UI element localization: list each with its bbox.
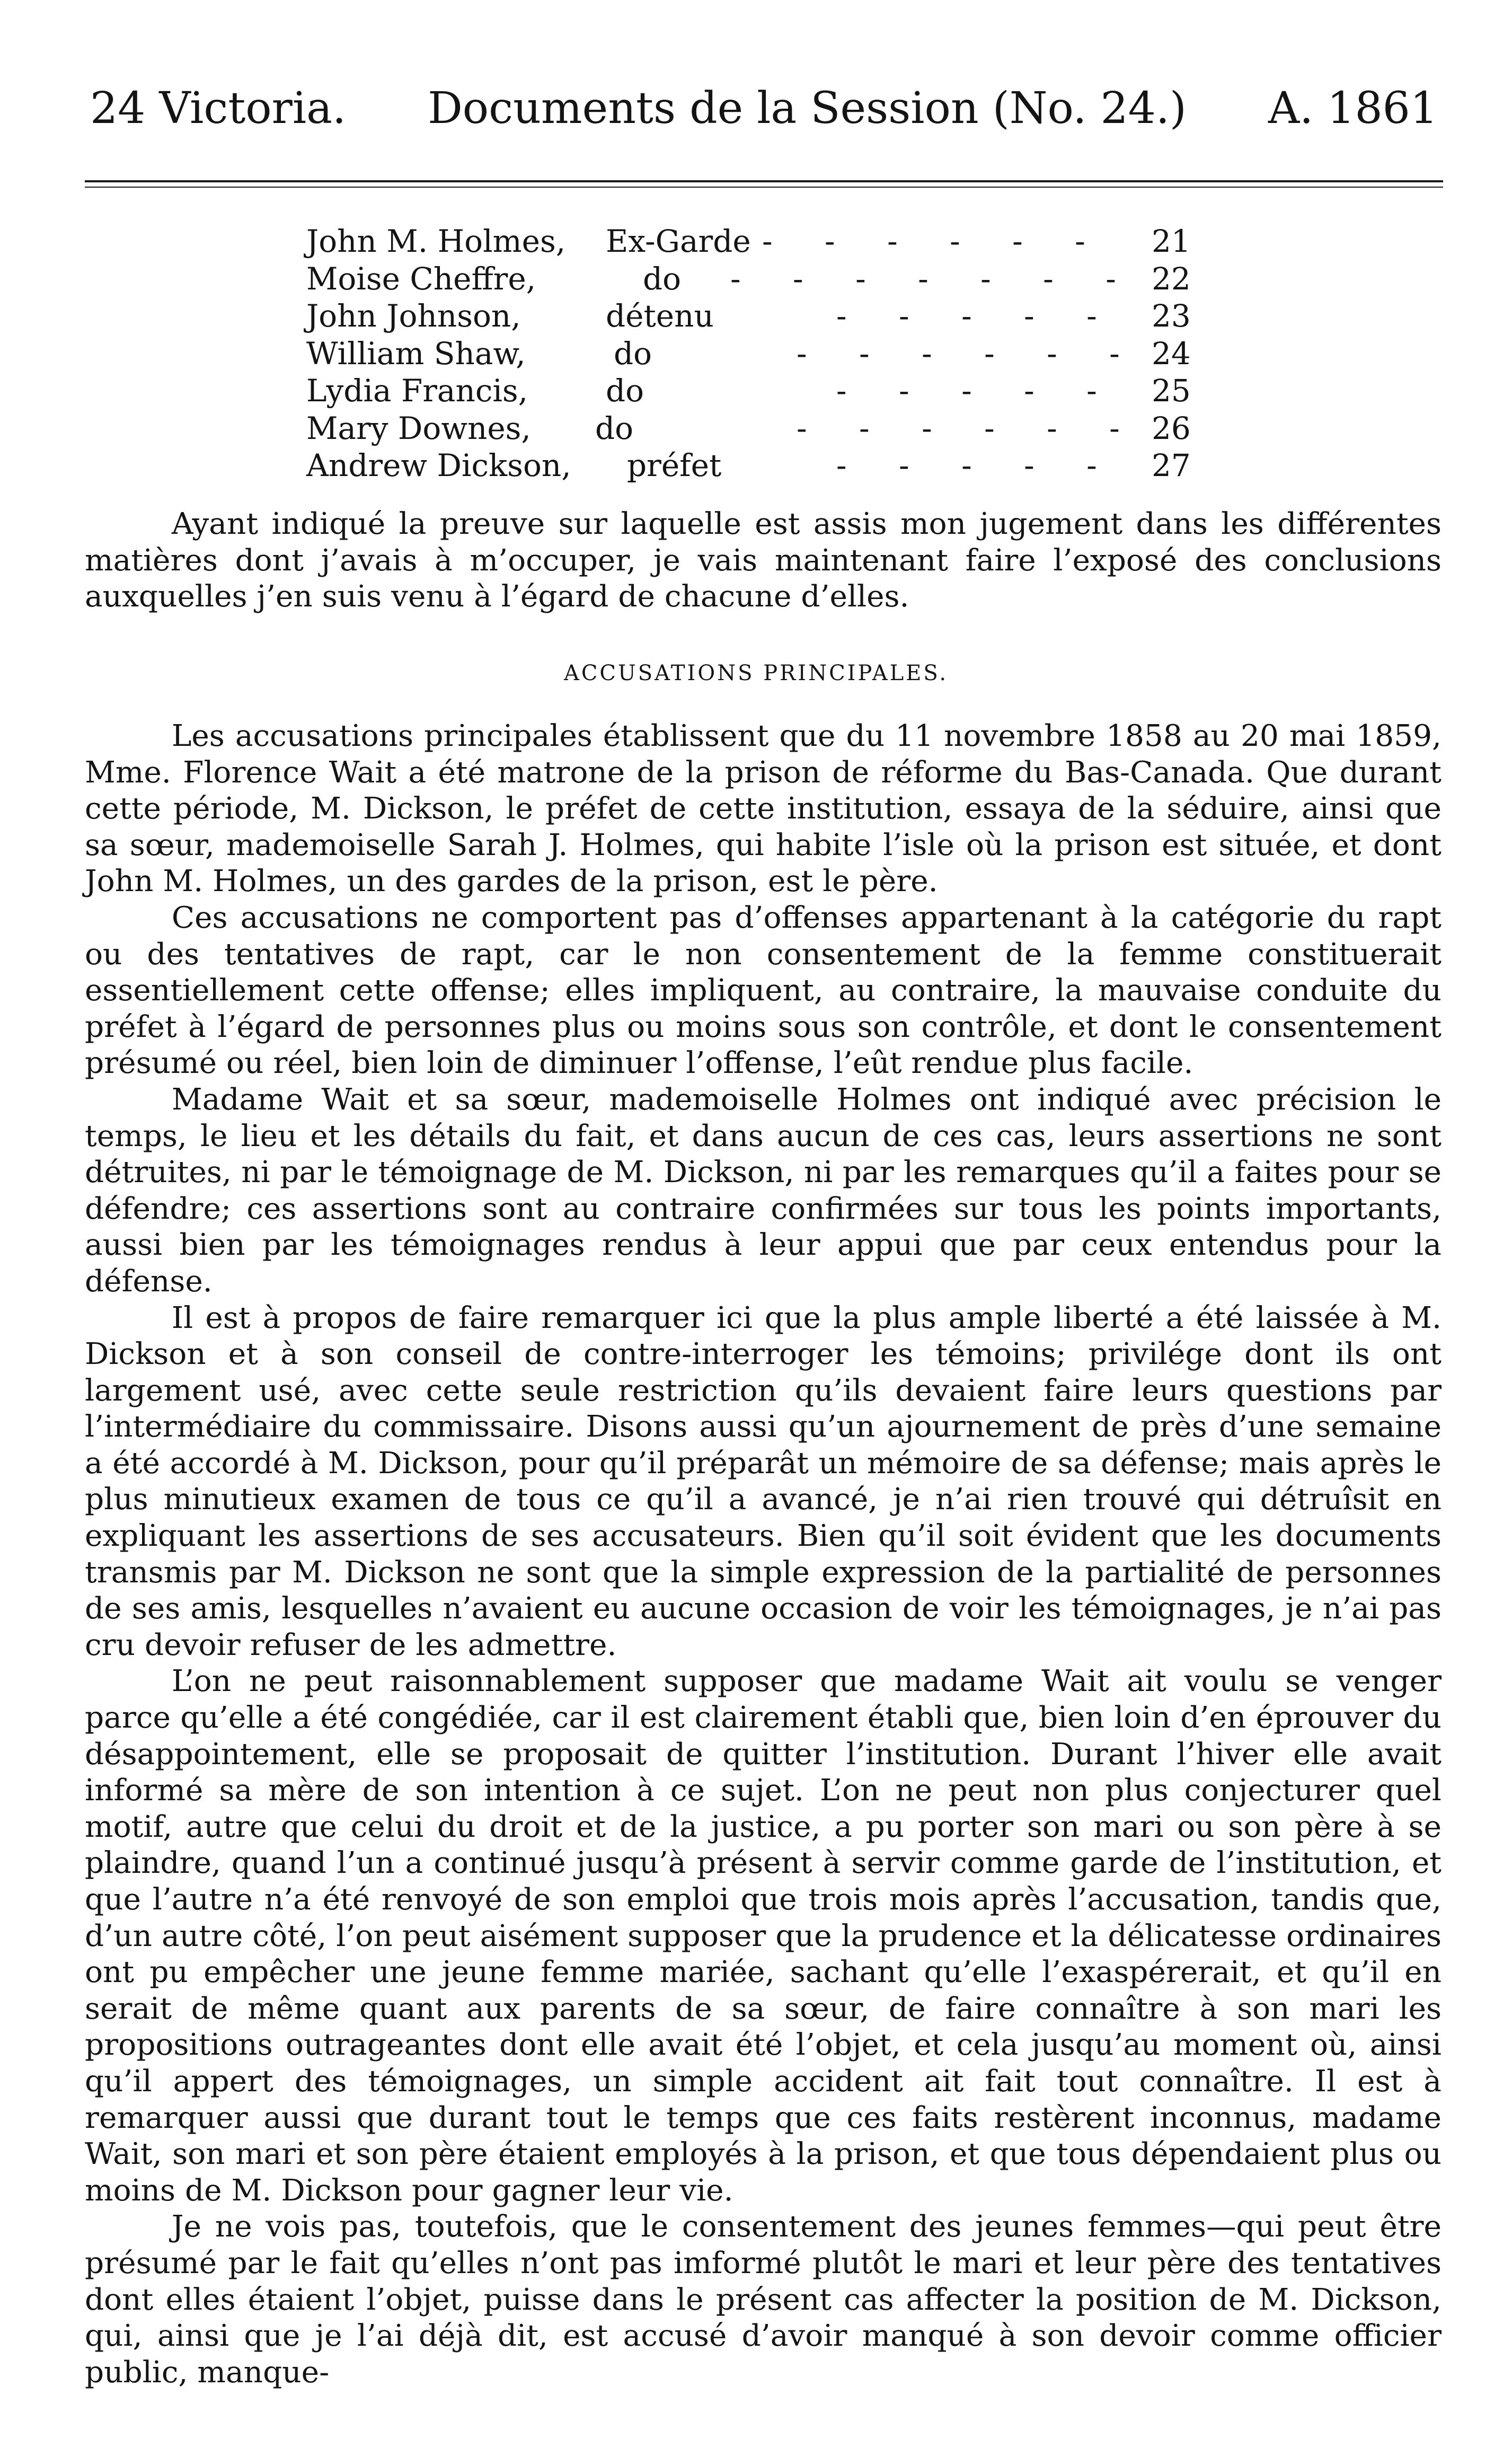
witness-row xyxy=(306,372,1271,410)
witness-row xyxy=(306,297,1271,335)
witness-role: do xyxy=(595,410,634,446)
intro-paragraph: Ayant indiqué la preuve sur laquelle est assis mon jugement dans les différentes matières dont j’avais à m’occuper, je vais maintenant faire l’exposé des conclusions auxquelles j’en suis venu à l’égard de chacune d’elles. xyxy=(85,507,1442,614)
witness-name: Moise Cheffre, xyxy=(306,260,536,297)
witness-name: Lydia Francis, xyxy=(306,373,528,409)
paragraph: Ces accusations ne comportent pas d’offenses appartenant à la catégorie du rapt ou des tentatives de rapt, car le non consentement de la femme constituerait essentiellement cette offense; elles impliquent, au contraire, la mauvaise conduite du préfet à l’égard de personnes plus ou moins sous son contrôle, et dont le consentement présumé ou réel, bien loin de diminuer l’offense, l’eût rendue plus facile. xyxy=(85,900,1442,1081)
page-number: 24 xyxy=(1152,335,1191,372)
header-rule-thin xyxy=(85,187,1443,188)
witness-role: do xyxy=(606,373,644,409)
witness-name: John Johnson, xyxy=(306,298,521,334)
witness-role: détenu xyxy=(606,298,714,334)
paragraph: Les accusations principales établissent que du 11 novembre 1858 au 20 mai 1859, Mme. Florence Wait a été matrone de la prison de réforme du Bas-Canada. Que durant cette période, M. Dickson, le préfet de cette institution, essaya de la séduire, ainsi que sa sœur, mademoiselle Sarah J. Holmes, qui habite l’isle où la prison est située, et dont John M. Holmes, un des gardes de la prison, est le père. xyxy=(85,719,1442,899)
page-number: 23 xyxy=(1152,298,1191,334)
witness-role: Ex-Garde xyxy=(606,223,751,259)
leader-dots: - - - - - xyxy=(836,447,1118,483)
leader-dots: - - - - - xyxy=(836,298,1118,334)
page-number: 25 xyxy=(1152,373,1191,409)
leader-dots: - - - - - - xyxy=(797,410,1141,446)
leader-dots: - - - - - - xyxy=(797,335,1141,372)
leader-dots: - - - - - - xyxy=(762,223,1107,259)
leader-dots: - - - - - - - xyxy=(730,260,1137,297)
witness-row xyxy=(306,335,1271,373)
paragraph: Je ne vois pas, toutefois, que le consentement des jeunes femmes—qui peut être présumé par le fait qu’elles n’ont pas imformé plutôt le mari et leur père des tentatives dont elles étaient l’objet, puisse dans le présent cas affecter la position de M. Dickson, qui, ainsi que je l’ai déjà dit, est accusé d’avoir manqué à son devoir comme officier public, manque- xyxy=(85,2209,1442,2390)
header-year: A. 1861 xyxy=(1268,83,1438,134)
main-text xyxy=(85,718,1442,2391)
page-number: 21 xyxy=(1152,223,1191,259)
witness-row xyxy=(306,260,1271,298)
header-session: 24 Victoria. xyxy=(90,83,347,134)
witness-row xyxy=(306,410,1271,447)
witness-role: do xyxy=(614,335,652,372)
paragraph: Madame Wait et sa sœur, mademoiselle Holmes ont indiqué avec précision le temps, le lieu et les détails du fait, et dans aucun de ces cas, leurs assertions ne sont détruites, ni par le témoignage de M. Dickson, ni par les remarques qu’il a faites pour se défendre; ces assertions sont au contraire confirmées sur tous les points importants, aussi bien par les témoignages rendus à leur appui que par ceux entendus pour la défense. xyxy=(85,1082,1442,1299)
page-number: 27 xyxy=(1152,447,1191,483)
witness-name: Andrew Dickson, xyxy=(306,447,571,483)
page-number: 26 xyxy=(1152,410,1191,446)
paragraph: Il est à propos de faire remarquer ici que la plus ample liberté a été laissée à M. Dickson et à son conseil de contre-interroger les témoins; privilége dont ils ont largement usé, avec cette seule restriction qu’ils devaient faire leurs questions par l’intermédiaire du commissaire. Disons aussi qu’un ajournement de près d’une semaine a été accordé à M. Dickson, pour qu’il préparât un mémoire de sa défense; mais après le plus minutieux examen de tous ce qu’il a avancé, je n’ai rien trouvé qui détruîsit en expliquant les assertions de ses accusateurs. Bien qu’il soit évident que les documents transmis par M. Dickson ne sont que la simple expression de la partialité de personnes de ses amis, lesquelles n’avaient eu aucune occasion de voir les témoignages, je n’ai pas cru devoir refuser de les admettre. xyxy=(85,1300,1442,1662)
header-title: Documents de la Session (No. 24.) xyxy=(428,83,1187,134)
paragraph: L’on ne peut raisonnablement supposer que madame Wait ait voulu se venger parce qu’elle a été congédiée, car il est clairement établi que, bien loin d’en éprouver du désappointement, elle se proposait de quitter l’institution. Durant l’hiver elle avait informé sa mère de son intention à ce sujet. L’on ne peut non plus conjecturer quel motif, autre que celui du droit et de la justice, a pu porter son mari ou son père à se plaindre, quand l’un a continué jusqu’à présent à servir comme garde de l’institution, et que l’autre n’a été renvoyé de son emploi que trois mois après l’accusation, tandis que, d’un autre côté, l’on peut aisément supposer que la prudence et la délicatesse ordinaires ont pu empêcher une jeune femme mariée, sachant qu’elle l’exaspérerait, et qu’il en serait de même quant aux parents de sa sœur, de faire connaître à son mari les propositions outrageantes dont elle avait été l’objet, et cela jusqu’au moment où, ainsi qu’il appert des témoignages, un simple accident ait fait tout connaître. Il est à remarquer aussi que durant tout le temps que ces faits restèrent inconnus, madame Wait, son mari et son père étaient employés à la prison, et que tous dépendaient plus ou moins de M. Dickson pour gagner leur vie. xyxy=(85,1664,1442,2208)
witness-row xyxy=(306,223,1271,260)
header-rule-thick xyxy=(85,180,1443,182)
leader-dots: - - - - - xyxy=(836,373,1118,409)
witness-name: Mary Downes, xyxy=(306,410,531,446)
section-heading: ACCUSATIONS PRINCIPALES. xyxy=(563,661,949,685)
witness-role: do xyxy=(643,260,682,297)
running-header xyxy=(90,85,1438,133)
witness-row xyxy=(306,447,1271,485)
witness-name: William Shaw, xyxy=(306,335,526,372)
intro-section xyxy=(85,506,1442,615)
witness-list xyxy=(306,223,1271,485)
witness-role: préfet xyxy=(627,447,722,483)
witness-name: John M. Holmes, xyxy=(306,223,566,259)
page-number: 22 xyxy=(1152,260,1191,297)
